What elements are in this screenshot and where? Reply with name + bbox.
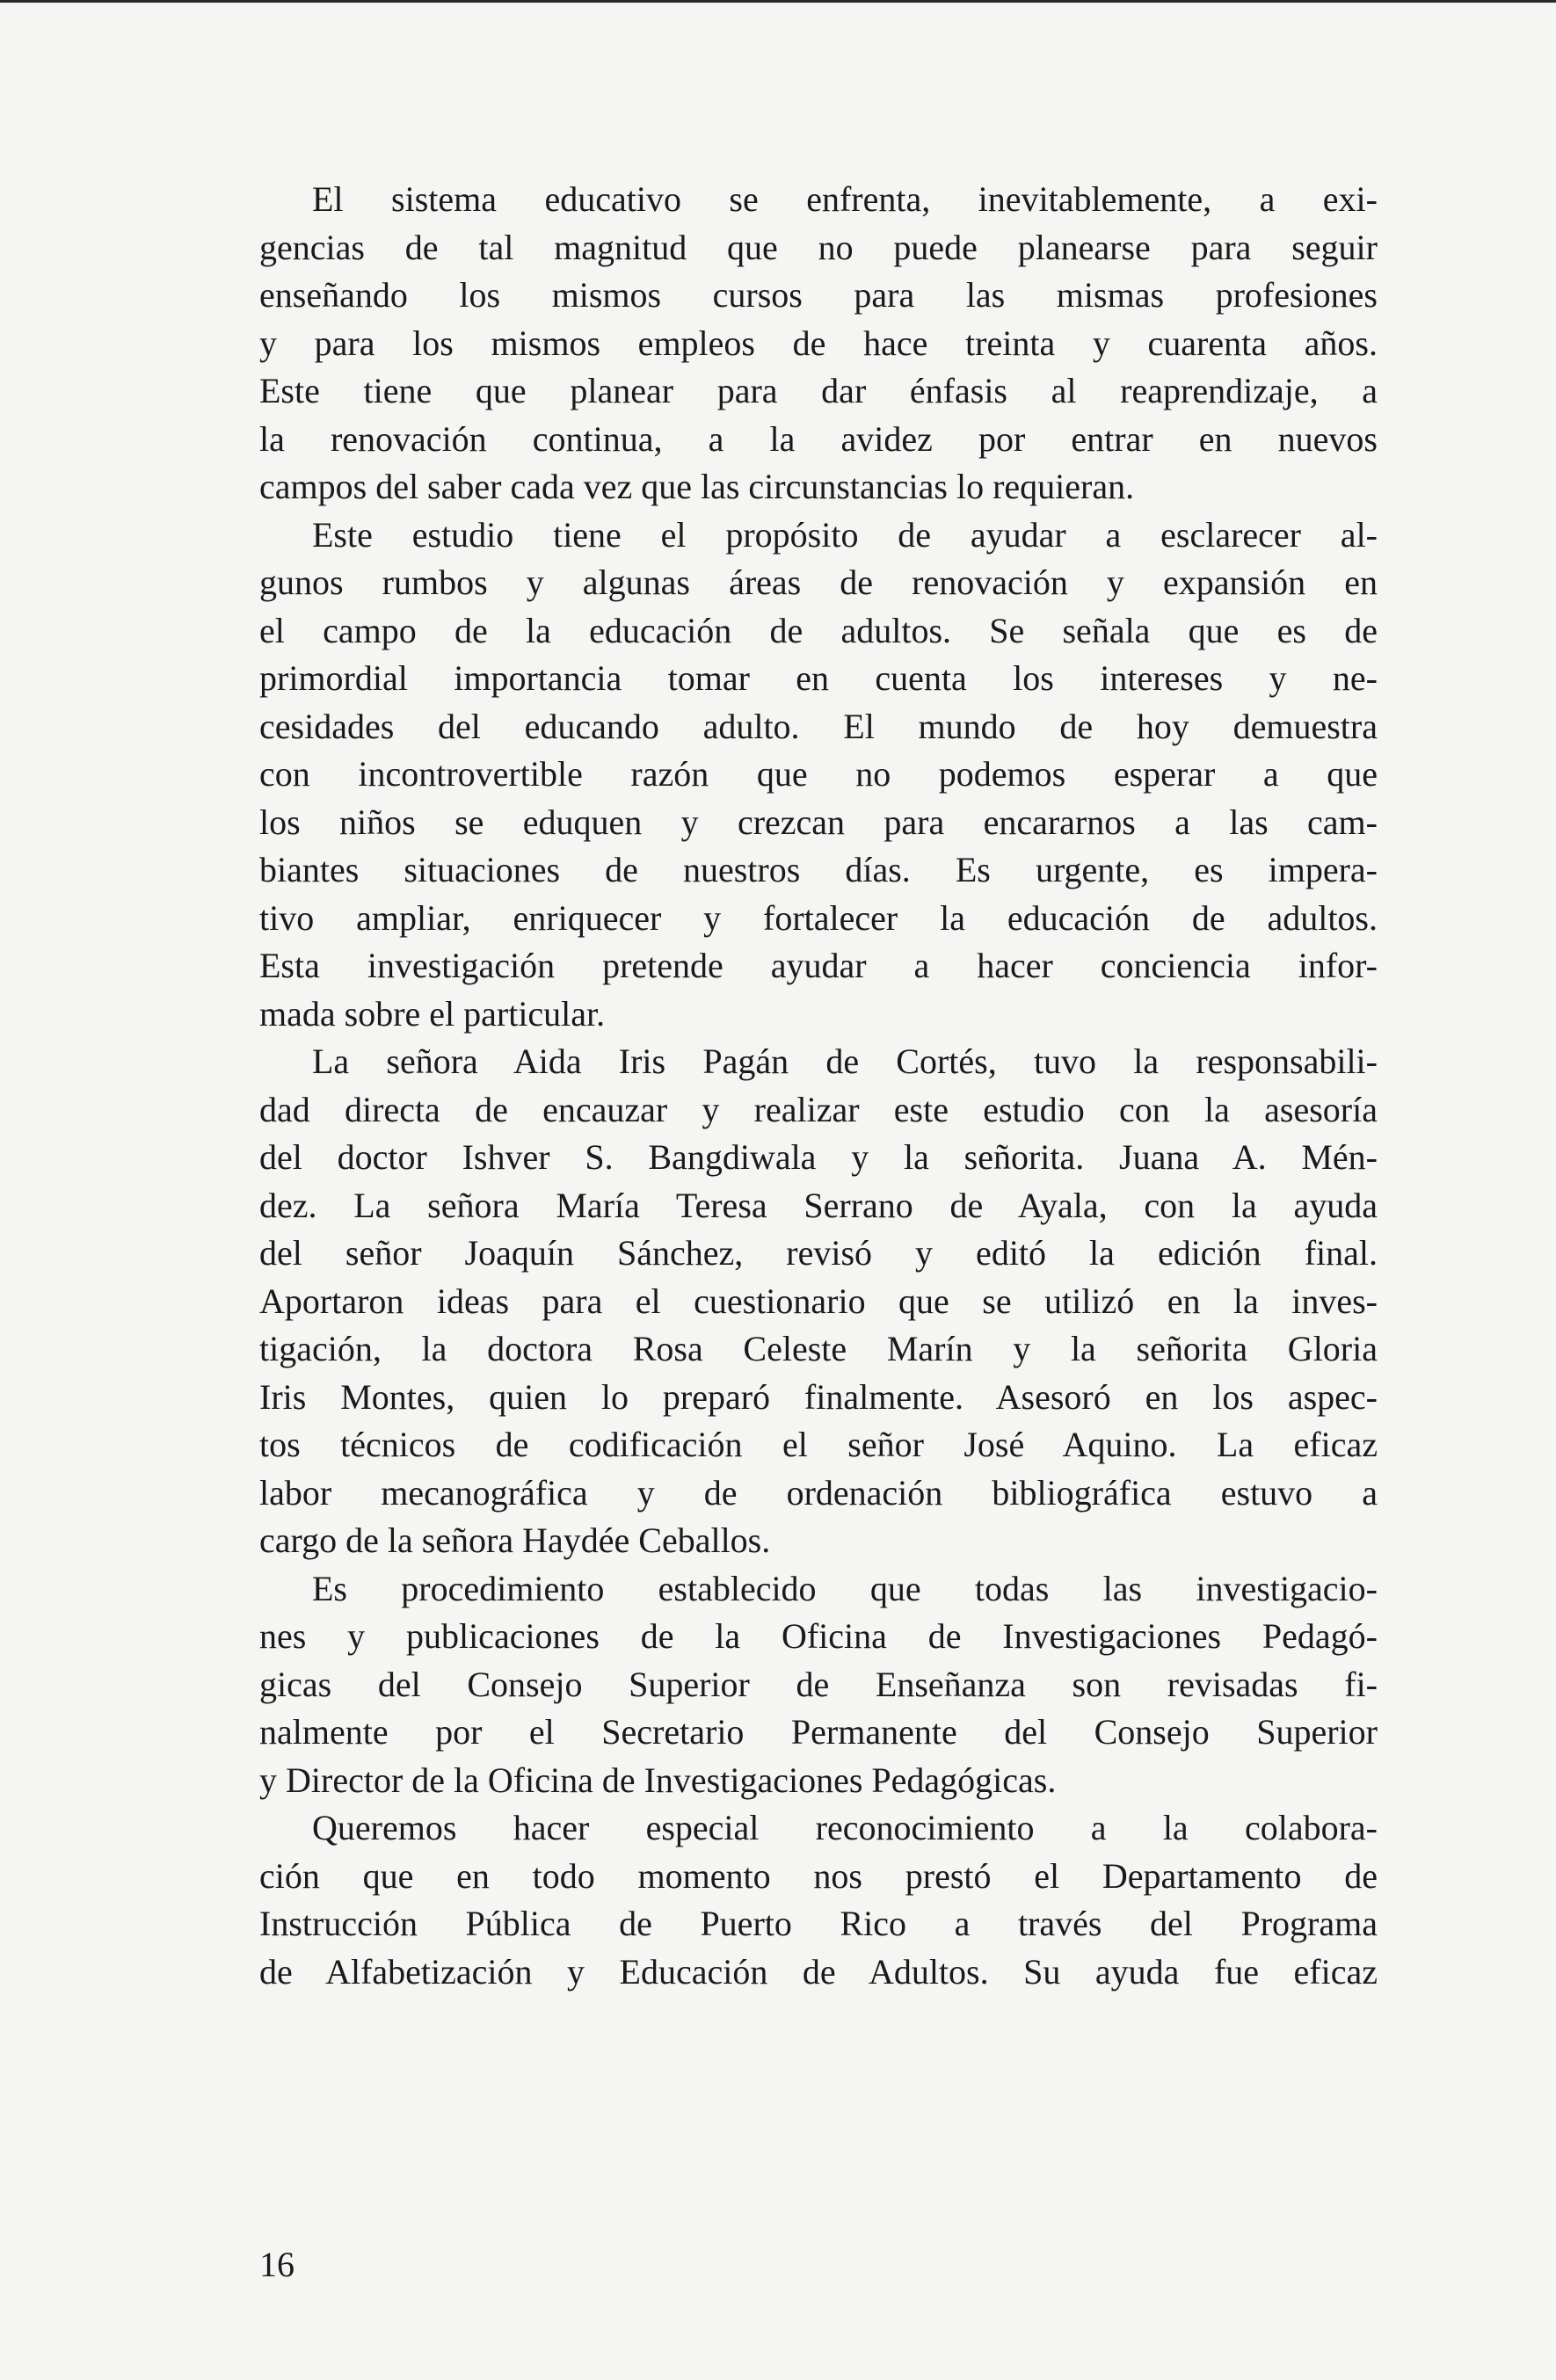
text-line: los niños se eduquen y crezcan para encararnos a las cam- bbox=[259, 802, 1378, 842]
text-line: primordial importancia tomar en cuenta los intereses y ne- bbox=[259, 658, 1378, 698]
text-line: biantes situaciones de nuestros días. Es urgente, es impera- bbox=[259, 850, 1378, 889]
text-line: tos técnicos de codificación el señor José Aquino. La eficaz bbox=[259, 1425, 1378, 1464]
text-line: y Director de la Oficina de Investigaciones Pedagógicas. bbox=[259, 1760, 1057, 1800]
text-line: ción que en todo momento nos prestó el Departamento de bbox=[259, 1855, 1378, 1896]
text-line: Iris Montes, quien lo preparó finalmente. Asesoró en los aspec- bbox=[259, 1376, 1378, 1417]
text-line: Es procedimiento establecido que todas las investigacio- bbox=[312, 1568, 1378, 1608]
text-line: gicas del Consejo Superior de Enseñanza son revisadas fi- bbox=[259, 1664, 1378, 1704]
top-edge-rule bbox=[0, 0, 1556, 3]
text-line: Aportaron ideas para el cuestionario que se utilizó en la inves- bbox=[259, 1281, 1378, 1321]
text-line: nes y publicaciones de la Oficina de Investigaciones Pedagó- bbox=[259, 1616, 1378, 1656]
text-line: mada sobre el particular. bbox=[259, 993, 606, 1034]
text-line: dez. La señora María Teresa Serrano de Ayala, con la ayuda bbox=[259, 1185, 1378, 1225]
text-line: tigación, la doctora Rosa Celeste Marín y la señorita Gloria bbox=[259, 1329, 1378, 1368]
text-line: labor mecanográfica y de ordenación bibliográfica estuvo a bbox=[259, 1472, 1378, 1513]
text-line: de Alfabetización y Educación de Adultos. Su ayuda fue eficaz bbox=[259, 1951, 1378, 1992]
text-line: cargo de la señora Haydée Ceballos. bbox=[259, 1520, 771, 1560]
text-line: y para los mismos empleos de hace treinta y cuarenta años. bbox=[259, 323, 1378, 363]
text-line: Instrucción Pública de Puerto Rico a través del Programa bbox=[259, 1904, 1378, 1943]
text-line: enseñando los mismos cursos para las mismas profesiones bbox=[259, 275, 1378, 315]
text-line: tivo ampliar, enriquecer y fortalecer la educación de adultos. bbox=[259, 897, 1378, 938]
text-line: del doctor Ishver S. Bangdiwala y la señorita. Juana A. Mén- bbox=[259, 1137, 1378, 1177]
page-number: 16 bbox=[259, 2245, 294, 2284]
body-text bbox=[259, 176, 1378, 1996]
text-line: Queremos hacer especial reconocimiento a la colabora- bbox=[312, 1808, 1378, 1847]
text-line: del señor Joaquín Sánchez, revisó y editó la edición final. bbox=[259, 1233, 1378, 1273]
text-line: gunos rumbos y algunas áreas de renovación y expansión en bbox=[259, 562, 1378, 602]
text-line: cesidades del educando adulto. El mundo de hoy demuestra bbox=[259, 706, 1378, 746]
text-line: Este estudio tiene el propósito de ayudar a esclarecer al- bbox=[312, 514, 1378, 555]
text-line: La señora Aida Iris Pagán de Cortés, tuvo la responsabili- bbox=[312, 1041, 1378, 1081]
text-line: gencias de tal magnitud que no puede planearse para seguir bbox=[259, 227, 1378, 267]
text-line: Esta investigación pretende ayudar a hacer conciencia infor- bbox=[259, 946, 1378, 985]
text-line: el campo de la educación de adultos. Se señala que es de bbox=[259, 610, 1378, 650]
text-line: campos del saber cada vez que las circunstancias lo requieran. bbox=[259, 467, 1135, 506]
text-line: El sistema educativo se enfrenta, inevitablemente, a exi- bbox=[312, 179, 1378, 219]
text-line: la renovación continua, a la avidez por entrar en nuevos bbox=[259, 418, 1378, 459]
text-line: nalmente por el Secretario Permanente del Consejo Superior bbox=[259, 1712, 1378, 1752]
text-line: dad directa de encauzar y realizar este estudio con la asesoría bbox=[259, 1089, 1378, 1129]
text-line: con incontrovertible razón que no podemos esperar a que bbox=[259, 754, 1378, 794]
text-line: Este tiene que planear para dar énfasis al reaprendizaje, a bbox=[259, 371, 1378, 410]
